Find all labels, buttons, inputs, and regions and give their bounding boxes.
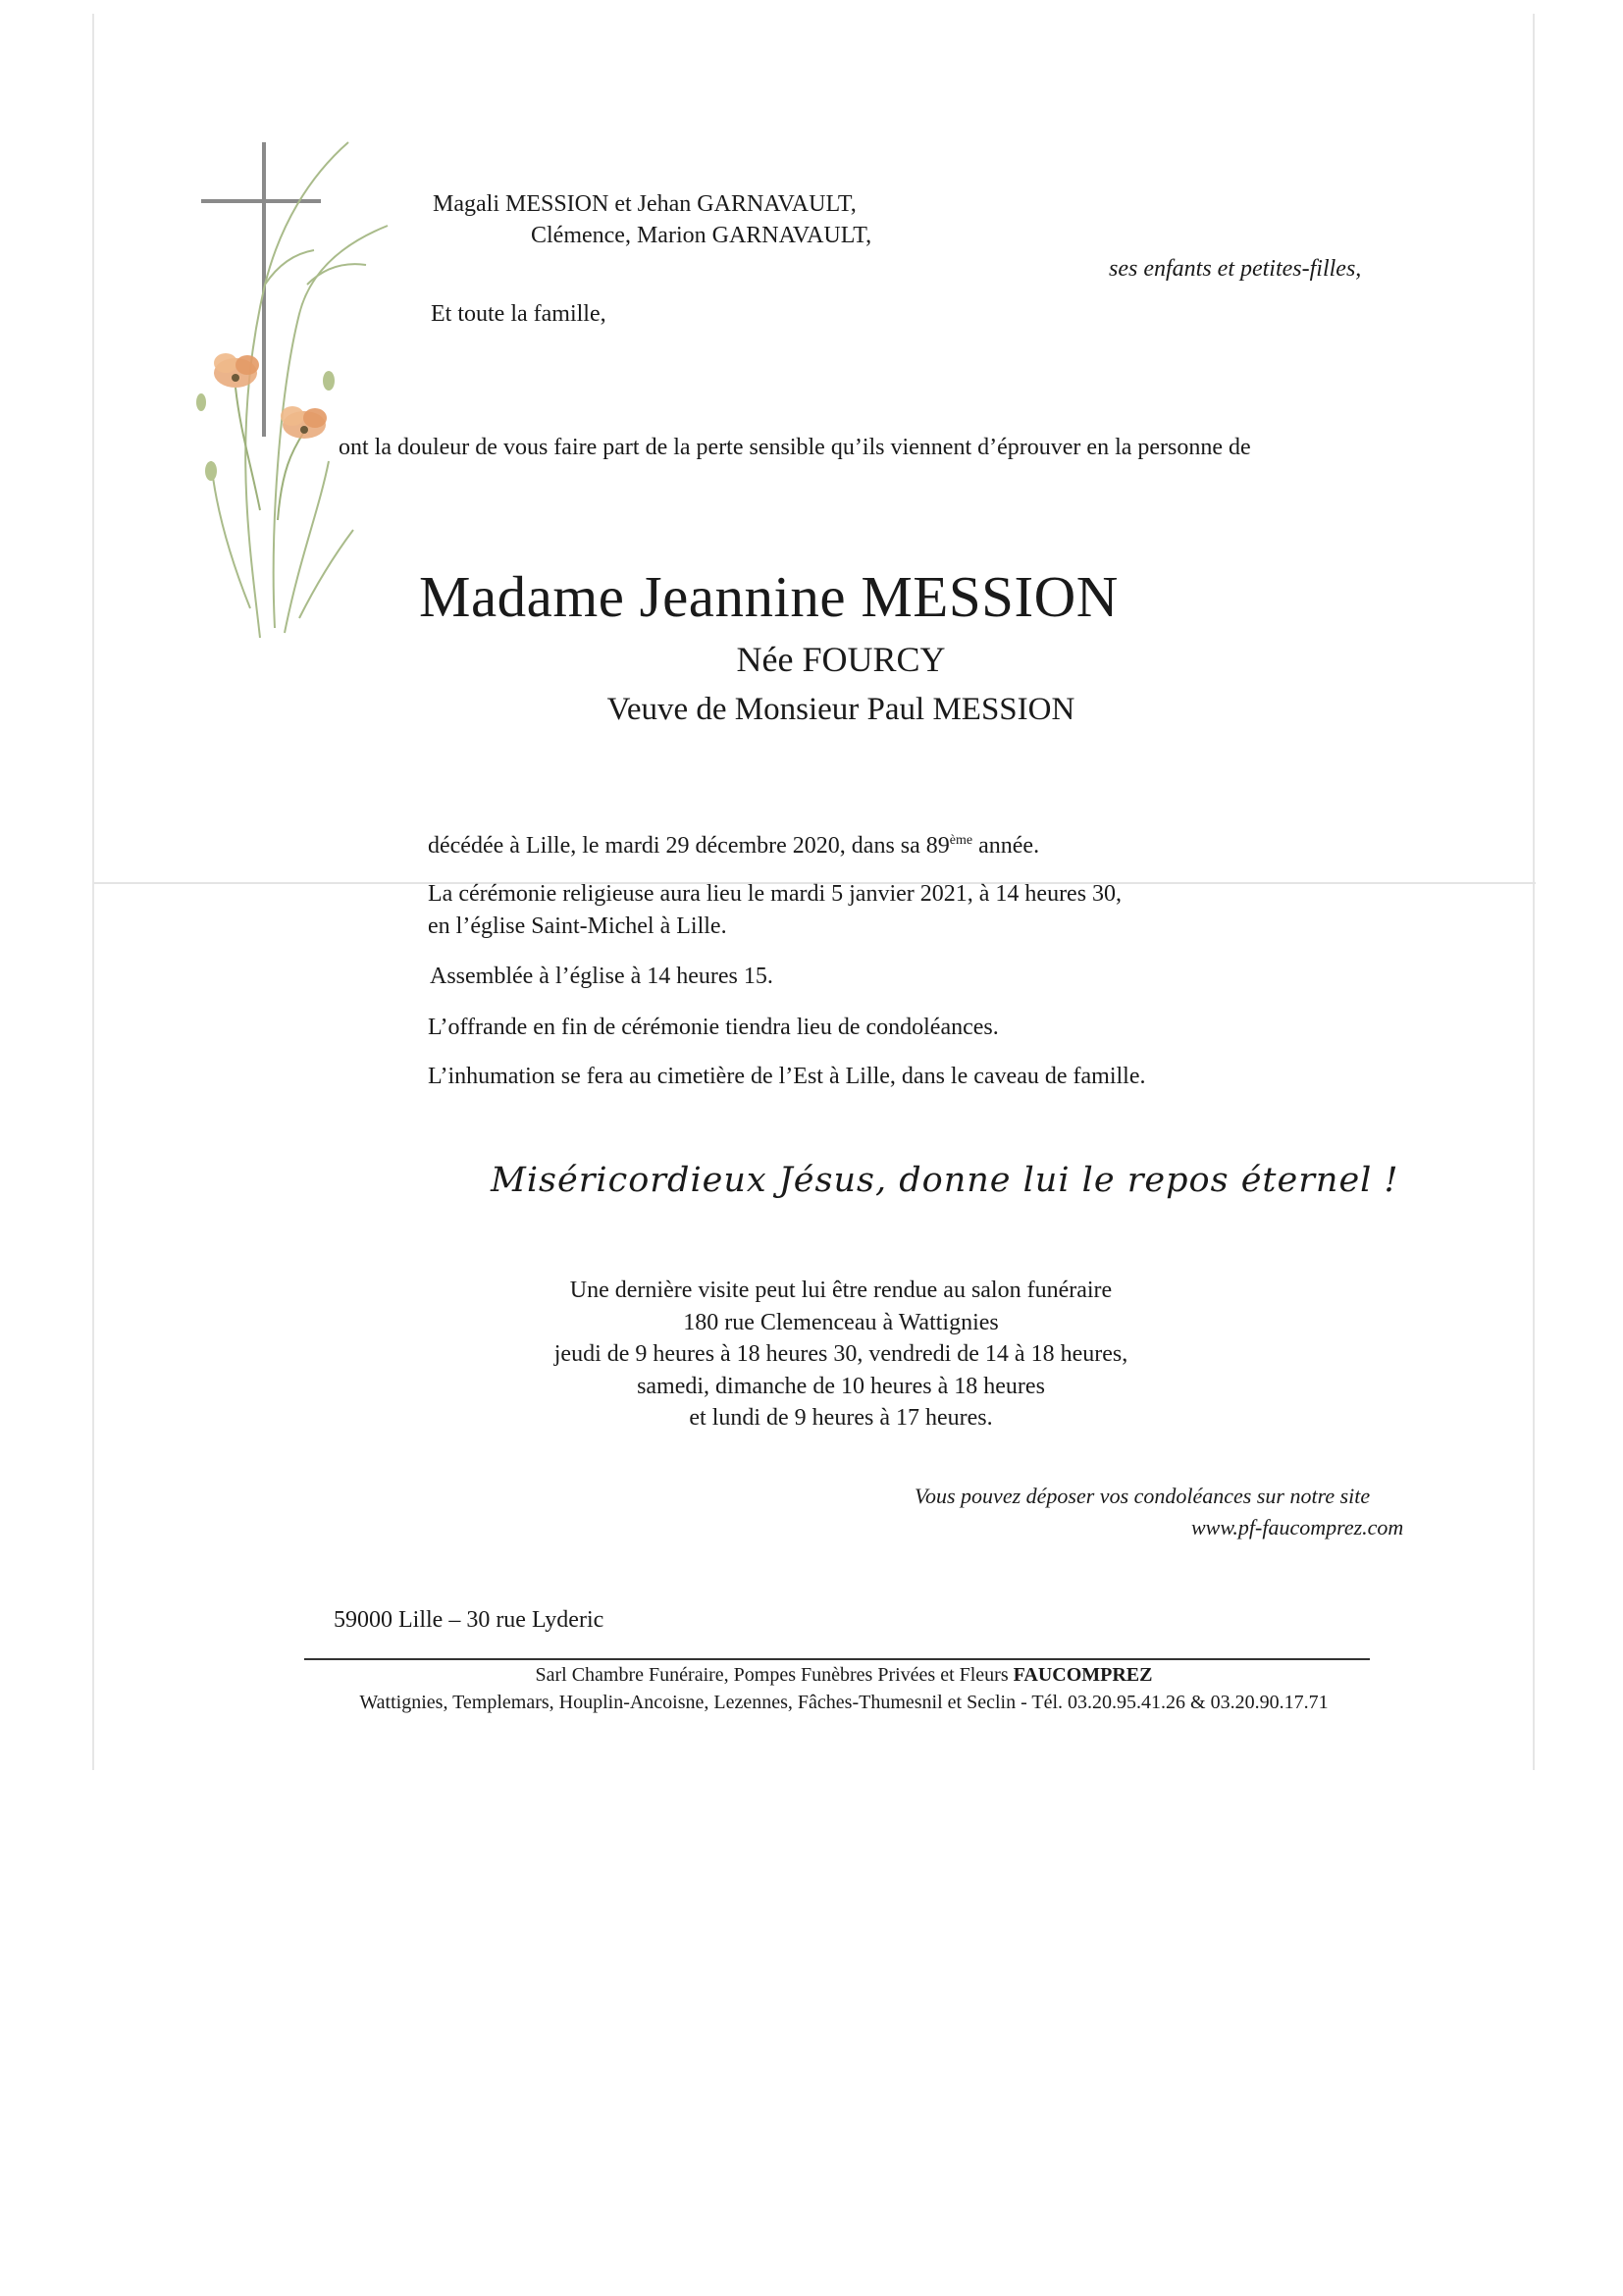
footer-locations: Wattignies, Templemars, Houplin-Ancoisne, Lezennes, Fâches-Thumesnil et Seclin - Tél. 03.20.95.41.26 & 03.20.90.17.71: [359, 1692, 1329, 1713]
visit-line-5: et lundi de 9 heures à 17 heures.: [689, 1405, 993, 1431]
prayer-text: Miséricordieux Jésus, donne lui le repos éternel !: [491, 1161, 1399, 1200]
death-details: décédée à Lille, le mardi 29 décembre 2020, dans sa 89ème année.: [428, 833, 1040, 859]
family-relation: ses enfants et petites-filles,: [1109, 256, 1362, 282]
visit-line-3: jeudi de 9 heures à 18 heures 30, vendredi de 14 à 18 heures,: [553, 1341, 1128, 1367]
ceremony-line-2: en l’église Saint-Michel à Lille.: [428, 913, 727, 939]
wheat-stems: [211, 142, 388, 638]
footer-rule: [304, 1658, 1370, 1660]
burial-text: L’inhumation se fera au cimetière de l’Est à Lille, dans le caveau de famille.: [428, 1064, 1146, 1089]
visit-line-1: Une dernière visite peut lui être rendue au salon funéraire: [569, 1278, 1113, 1303]
deceased-maiden-name: Née FOURCY: [736, 640, 946, 679]
offering-text: L’offrande en fin de cérémonie tiendra lieu de condoléances.: [428, 1015, 999, 1040]
condolences-website: www.pf-faucomprez.com: [1191, 1515, 1404, 1539]
footer-company: Sarl Chambre Funéraire, Pompes Funèbres Privées et Fleurs FAUCOMPREZ: [535, 1664, 1153, 1686]
ceremony-line-1: La cérémonie religieuse aura lieu le mardi 5 janvier 2021, à 14 heures 30,: [428, 881, 1123, 907]
visit-line-2: 180 rue Clemenceau à Wattignies: [683, 1310, 999, 1335]
visit-line-4: samedi, dimanche de 10 heures à 18 heures: [637, 1374, 1045, 1399]
family-line-3: Et toute la famille,: [431, 301, 606, 327]
assembly-text: Assemblée à l’église à 14 heures 15.: [430, 964, 773, 989]
page-left-edge: [92, 14, 94, 1770]
condolences-line-1: Vous pouvez déposer vos condoléances sur notre site: [915, 1484, 1371, 1508]
deceased-name: Madame Jeannine MESSION: [419, 564, 1119, 629]
cross-poppy-illustration: [191, 137, 417, 648]
deceased-widow-of: Veuve de Monsieur Paul MESSION: [606, 692, 1075, 727]
cross-icon: [201, 142, 321, 437]
family-line-2: Clémence, Marion GARNAVAULT,: [531, 223, 872, 248]
family-line-1: Magali MESSION et Jehan GARNAVAULT,: [433, 191, 857, 217]
page-right-edge: [1533, 14, 1535, 1770]
address-text: 59000 Lille – 30 rue Lyderic: [334, 1607, 604, 1633]
announcement-text: ont la douleur de vous faire part de la perte sensible qu’ils viennent d’éprouver en la personne de: [339, 435, 1251, 460]
